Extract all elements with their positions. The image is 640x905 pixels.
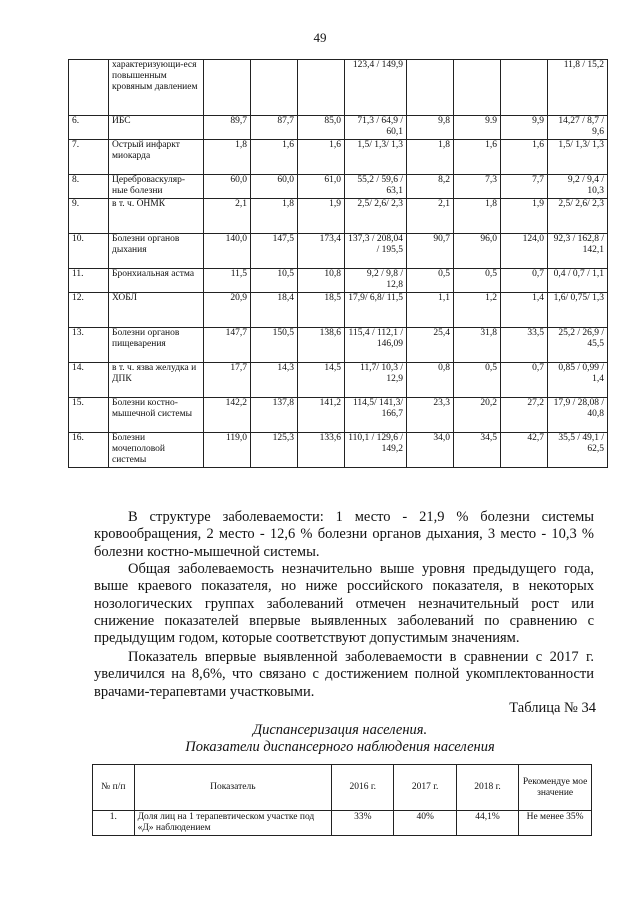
- cell-first-2017: 0,5: [454, 269, 501, 293]
- cell-name: Бронхиальная астма: [109, 269, 204, 293]
- table2-title-line2: Показатели диспансерного наблюдения населения: [185, 739, 495, 755]
- cell-first-2018: 0,7: [501, 363, 548, 398]
- cell-first-2018: 124,0: [501, 234, 548, 269]
- cell-first-region: 1,6/ 0,75/ 1,3: [548, 293, 608, 328]
- cell-first-2018: 1,6: [501, 140, 548, 175]
- cell-name: Цереброваскуляр-ные болезни: [109, 175, 204, 199]
- header-recommended: Рекомендуе мое значение: [519, 765, 592, 811]
- cell-name: Острый инфаркт миокарда: [109, 140, 204, 175]
- cell-2017: 1,8: [251, 199, 298, 234]
- cell-first-2018: 1,9: [501, 199, 548, 234]
- cell-first-2017: 1,8: [454, 199, 501, 234]
- cell-2018: 18,5: [298, 293, 345, 328]
- cell-number: 16.: [69, 433, 109, 468]
- cell-region: 55,2 / 59,6 / 63,1: [345, 175, 407, 199]
- cell-2016: 140,0: [204, 234, 251, 269]
- cell-2017: 137,8: [251, 398, 298, 433]
- table2-header-row: [93, 765, 592, 811]
- cell-first-region: 14,27 / 8,7 / 9,6: [548, 116, 608, 140]
- cell-2018: 141,2: [298, 398, 345, 433]
- cell-first-2017: 9.9: [454, 116, 501, 140]
- cell-2016: 142,2: [204, 398, 251, 433]
- cell-first-2016: 90,7: [407, 234, 454, 269]
- cell-number: 8.: [69, 175, 109, 199]
- cell-number: 1.: [93, 811, 135, 836]
- cell-region: 17,9/ 6,8/ 11,5: [345, 293, 407, 328]
- cell-first-2017: 7,3: [454, 175, 501, 199]
- cell-2018: 44,1%: [456, 811, 518, 836]
- cell-2016: 89,7: [204, 116, 251, 140]
- cell-first-2016: 1,1: [407, 293, 454, 328]
- cell-first-2016: 8,2: [407, 175, 454, 199]
- cell-2017: 1,6: [251, 140, 298, 175]
- cell-2018: 133,6: [298, 433, 345, 468]
- cell-name: Болезни костно-мышечной системы: [109, 398, 204, 433]
- cell-2016: 2,1: [204, 199, 251, 234]
- header-number: № п/п: [93, 765, 135, 811]
- cell-first-2016: 2,1: [407, 199, 454, 234]
- cell-number: 6.: [69, 116, 109, 140]
- header-2016: 2016 г.: [332, 765, 394, 811]
- cell-number: [69, 60, 109, 116]
- cell-region: 9,2 / 9,8 / 12,8: [345, 269, 407, 293]
- cell-region: 115,4 / 112,1 / 146,09: [345, 328, 407, 363]
- table-label: Таблица № 34: [509, 700, 596, 716]
- cell-number: 10.: [69, 234, 109, 269]
- cell-2016: 20,9: [204, 293, 251, 328]
- cell-first-2016: 1,8: [407, 140, 454, 175]
- cell-2018: 138,6: [298, 328, 345, 363]
- cell-2016: [204, 60, 251, 116]
- cell-region: 71,3 / 64,9 / 60,1: [345, 116, 407, 140]
- cell-first-2018: [501, 60, 548, 116]
- cell-2016: 1,8: [204, 140, 251, 175]
- cell-first-2016: 25,4: [407, 328, 454, 363]
- cell-name: ИБС: [109, 116, 204, 140]
- cell-2017: 18,4: [251, 293, 298, 328]
- cell-name: Болезни мочеполовой системы: [109, 433, 204, 468]
- cell-region: 11,7/ 10,3 / 12,9: [345, 363, 407, 398]
- table-row: [69, 199, 608, 234]
- cell-first-region: 0,4 / 0,7 / 1,1: [548, 269, 608, 293]
- table-row: [69, 60, 608, 116]
- cell-first-region: 0,85 / 0,99 / 1,4: [548, 363, 608, 398]
- cell-2016: 119,0: [204, 433, 251, 468]
- cell-region: 1,5/ 1,3/ 1,3: [345, 140, 407, 175]
- morbidity-table: [68, 59, 608, 468]
- cell-region: 123,4 / 149,9: [345, 60, 407, 116]
- page-number: 49: [313, 30, 327, 45]
- cell-2018: 173,4: [298, 234, 345, 269]
- cell-region: 110,1 / 129,6 / 149,2: [345, 433, 407, 468]
- header-2018: 2018 г.: [456, 765, 518, 811]
- cell-first-2017: 1,2: [454, 293, 501, 328]
- cell-first-2017: 34,5: [454, 433, 501, 468]
- cell-2018: 85,0: [298, 116, 345, 140]
- cell-2016: 11,5: [204, 269, 251, 293]
- cell-2017: 10,5: [251, 269, 298, 293]
- cell-name: характеризующи-еся повышенным кровяным давлением: [109, 60, 204, 116]
- table2-title: [0, 722, 640, 756]
- cell-2018: 14,5: [298, 363, 345, 398]
- table-row: [69, 293, 608, 328]
- cell-2017: 150,5: [251, 328, 298, 363]
- cell-first-2018: 7,7: [501, 175, 548, 199]
- table-row: [69, 234, 608, 269]
- cell-2016: 17,7: [204, 363, 251, 398]
- cell-first-2018: 33,5: [501, 328, 548, 363]
- cell-region: 2,5/ 2,6/ 2,3: [345, 199, 407, 234]
- cell-2016: 33%: [332, 811, 394, 836]
- table-row: [69, 398, 608, 433]
- cell-first-region: 25,2 / 26,9 / 45,5: [548, 328, 608, 363]
- cell-name: в т. ч. ОНМК: [109, 199, 204, 234]
- cell-first-2016: 0,8: [407, 363, 454, 398]
- table-row: [69, 363, 608, 398]
- cell-first-region: 17,9 / 28,08 / 40,8: [548, 398, 608, 433]
- paragraph-general: Общая заболеваемость незначительно выше уровня предыдущего года, выше краевого показателя, но ниже российского показателя, в некоторых нозологических группах заболеваний отмечен незначительный рост или снижение показателей впервые выявленных заболеваний по сравнению с предыдущим годом, которые соответствуют допустимым значениям.: [94, 561, 594, 647]
- paragraph-first-detected: Показатель впервые выявленной заболеваемости в сравнении с 2017 г. увеличился на 8,6%, что связано с достижением полной укомплектованности врачами-терапевтами участковыми.: [94, 649, 594, 700]
- cell-number: 13.: [69, 328, 109, 363]
- cell-2018: 61,0: [298, 175, 345, 199]
- cell-first-region: 9,2 / 9,4 / 10,3: [548, 175, 608, 199]
- cell-first-region: 92,3 / 162,8 / 142,1: [548, 234, 608, 269]
- cell-recommended: Не менее 35%: [519, 811, 592, 836]
- cell-first-2017: [454, 60, 501, 116]
- cell-2016: 60,0: [204, 175, 251, 199]
- cell-2017: 14,3: [251, 363, 298, 398]
- cell-first-2016: 23,3: [407, 398, 454, 433]
- table-row: [69, 328, 608, 363]
- cell-name: Болезни органов дыхания: [109, 234, 204, 269]
- cell-first-2016: [407, 60, 454, 116]
- paragraph-structure: В структуре заболеваемости: 1 место - 21,9 % болезни системы кровообращения, 2 место - 12,6 % болезни органов дыхания, 3 место - 10,3 % болезни костно-мышечной системы.: [94, 509, 594, 560]
- cell-indicator: Доля лиц на 1 терапевтическом участке под «Д» наблюдением: [134, 811, 332, 836]
- cell-first-region: 2,5/ 2,6/ 2,3: [548, 199, 608, 234]
- table-row: [93, 811, 592, 836]
- table2-title-line1: Диспансеризация населения.: [252, 722, 428, 738]
- table-row: [69, 116, 608, 140]
- cell-first-2018: 42,7: [501, 433, 548, 468]
- cell-first-2016: 9,8: [407, 116, 454, 140]
- cell-2017: [251, 60, 298, 116]
- cell-number: 7.: [69, 140, 109, 175]
- cell-first-region: 35,5 / 49,1 / 62,5: [548, 433, 608, 468]
- cell-first-region: 1,5/ 1,3/ 1,3: [548, 140, 608, 175]
- cell-number: 9.: [69, 199, 109, 234]
- cell-number: 15.: [69, 398, 109, 433]
- cell-first-2018: 1,4: [501, 293, 548, 328]
- cell-first-2017: 31,8: [454, 328, 501, 363]
- cell-number: 11.: [69, 269, 109, 293]
- table-row: [69, 269, 608, 293]
- cell-first-2018: 0,7: [501, 269, 548, 293]
- cell-first-2018: 9,9: [501, 116, 548, 140]
- table-row: [69, 175, 608, 199]
- cell-first-2018: 27,2: [501, 398, 548, 433]
- cell-region: 137,3 / 208,04 / 195,5: [345, 234, 407, 269]
- cell-2018: 10,8: [298, 269, 345, 293]
- cell-2017: 147,5: [251, 234, 298, 269]
- cell-first-2017: 20,2: [454, 398, 501, 433]
- cell-2018: [298, 60, 345, 116]
- table-row: [69, 433, 608, 468]
- cell-name: Болезни органов пищеварения: [109, 328, 204, 363]
- cell-first-2016: 0,5: [407, 269, 454, 293]
- cell-2018: 1,9: [298, 199, 345, 234]
- dispensary-table: [92, 764, 592, 836]
- table-row: [69, 140, 608, 175]
- cell-number: 14.: [69, 363, 109, 398]
- cell-2017: 40%: [394, 811, 456, 836]
- cell-2017: 60,0: [251, 175, 298, 199]
- cell-2017: 87,7: [251, 116, 298, 140]
- cell-first-2016: 34,0: [407, 433, 454, 468]
- cell-first-2017: 1,6: [454, 140, 501, 175]
- cell-2018: 1,6: [298, 140, 345, 175]
- cell-first-region: 11,8 / 15,2: [548, 60, 608, 116]
- cell-first-2017: 96,0: [454, 234, 501, 269]
- header-2017: 2017 г.: [394, 765, 456, 811]
- cell-name: ХОБЛ: [109, 293, 204, 328]
- cell-region: 114,5/ 141,3/ 166,7: [345, 398, 407, 433]
- cell-2017: 125,3: [251, 433, 298, 468]
- header-indicator: Показатель: [134, 765, 332, 811]
- cell-2016: 147,7: [204, 328, 251, 363]
- cell-number: 12.: [69, 293, 109, 328]
- cell-first-2017: 0,5: [454, 363, 501, 398]
- cell-name: в т. ч. язва желудка и ДПК: [109, 363, 204, 398]
